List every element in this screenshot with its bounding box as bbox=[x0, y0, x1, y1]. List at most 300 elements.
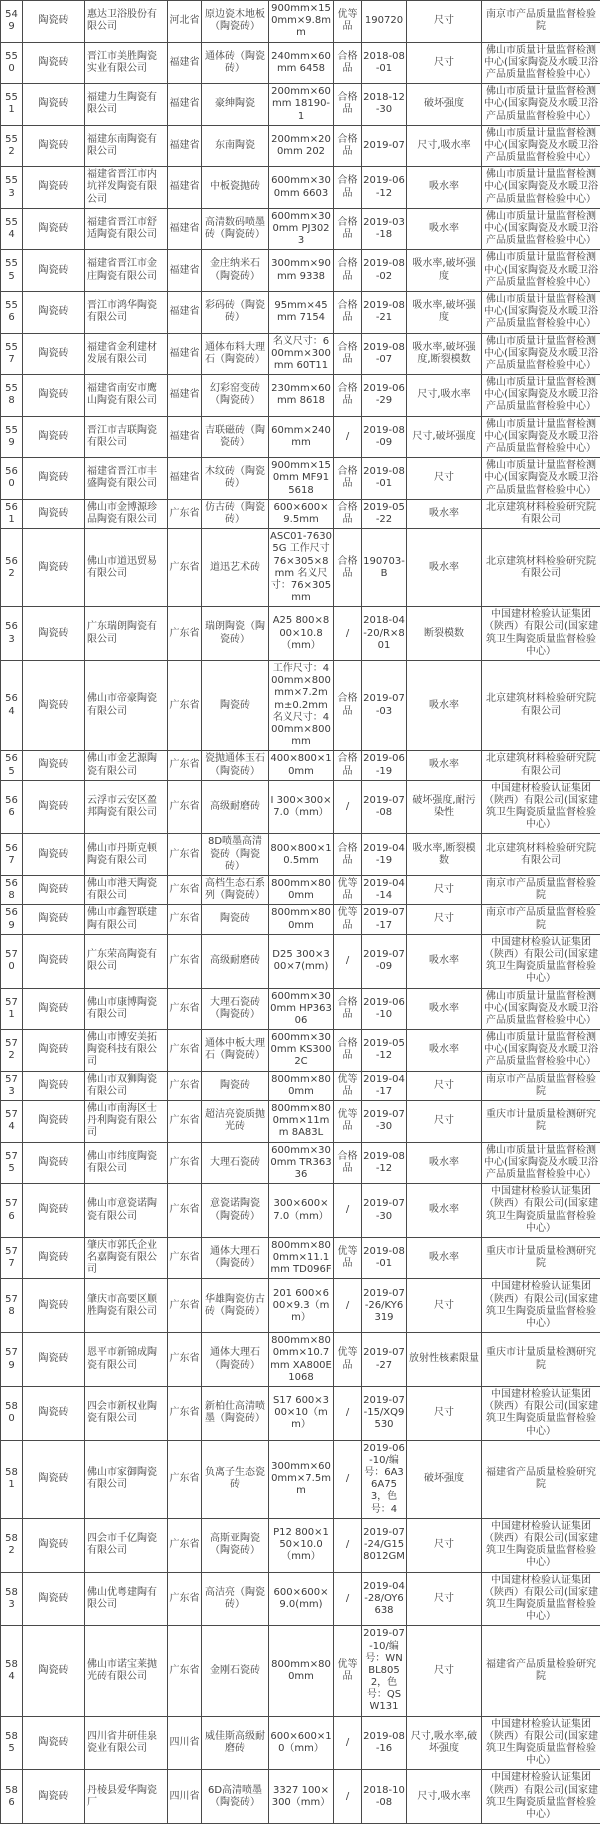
cell-company: 福建东南陶瓷有限公司 bbox=[85, 125, 168, 167]
cell-spec-model: 240mm×60mm 6458 bbox=[269, 42, 334, 84]
cell-test-items: 吸水率 bbox=[407, 1142, 482, 1184]
cell-product-name: 瓷抛通体玉石（陶瓷砖） bbox=[202, 751, 269, 780]
cell-date-batch: 2019-06-12 bbox=[362, 167, 407, 209]
cell-company: 佛山市港天陶瓷有限公司 bbox=[85, 876, 168, 905]
cell-grade: / bbox=[334, 1440, 362, 1518]
cell-index: 549 bbox=[1, 1, 23, 43]
cell-province: 广东省 bbox=[168, 905, 202, 934]
table-row bbox=[1, 499, 600, 528]
cell-product-name: 陶瓷砖 bbox=[202, 905, 269, 934]
cell-product-category: 陶瓷砖 bbox=[23, 1572, 85, 1626]
cell-date-batch: 2018-04-20/R×801 bbox=[362, 607, 407, 661]
cell-inspection-agency: 佛山市质量计量监督检测中心(国家陶瓷及水暖卫浴产品质量监督检验中心） bbox=[482, 84, 600, 126]
cell-company: 肇庆市郭氏企业名嘉陶瓷有限公司 bbox=[85, 1237, 168, 1279]
cell-index: 569 bbox=[1, 905, 23, 934]
cell-grade: / bbox=[334, 780, 362, 834]
cell-company: 云浮市云安区盈邦陶瓷有限公司 bbox=[85, 780, 168, 834]
cell-product-category: 陶瓷砖 bbox=[23, 1518, 85, 1572]
cell-grade: / bbox=[334, 1572, 362, 1626]
cell-inspection-agency: 佛山市质量计量监督检测中心(国家陶瓷及水暖卫浴产品质量监督检验中心） bbox=[482, 208, 600, 250]
table-row bbox=[1, 529, 600, 607]
cell-index: 586 bbox=[1, 1770, 23, 1824]
cell-company: 恩平市新锦成陶瓷有限公司 bbox=[85, 1333, 168, 1387]
cell-company: 佛山市丹斯克顿陶瓷有限公司 bbox=[85, 834, 168, 876]
cell-product-name: 陶瓷砖 bbox=[202, 1071, 269, 1100]
table-row bbox=[1, 905, 600, 934]
table-body bbox=[1, 1, 600, 1824]
cell-spec-model: 800mm×800mm bbox=[269, 905, 334, 934]
cell-index: 572 bbox=[1, 1030, 23, 1072]
cell-province: 福建省 bbox=[168, 208, 202, 250]
cell-company: 丹棱县爱华陶瓷厂 bbox=[85, 1770, 168, 1824]
cell-index: 553 bbox=[1, 167, 23, 209]
cell-inspection-agency: 北京建筑材料检验研究院有限公司 bbox=[482, 499, 600, 528]
cell-spec-model: 800mm×800mm×11mm 8A83L bbox=[269, 1101, 334, 1143]
cell-province: 广东省 bbox=[168, 988, 202, 1030]
cell-index: 576 bbox=[1, 1184, 23, 1238]
cell-grade: 合格品 bbox=[334, 458, 362, 500]
cell-province: 四川省 bbox=[168, 1716, 202, 1770]
cell-test-items: 破坏强度 bbox=[407, 1440, 482, 1518]
cell-product-name: 高级耐磨砖 bbox=[202, 780, 269, 834]
cell-product-name: 金庄纳米石（陶瓷砖） bbox=[202, 250, 269, 292]
cell-company: 佛山市家御陶瓷有限公司 bbox=[85, 1440, 168, 1518]
cell-test-items: 吸水率 bbox=[407, 167, 482, 209]
cell-inspection-agency: 佛山市质量计量监督检测中心(国家陶瓷及水暖卫浴产品质量监督检验中心） bbox=[482, 167, 600, 209]
cell-index: 584 bbox=[1, 1626, 23, 1716]
cell-date-batch: 2019-07-17 bbox=[362, 905, 407, 934]
cell-grade: 优等品 bbox=[334, 1, 362, 43]
cell-date-batch: 2019-04-17 bbox=[362, 1071, 407, 1100]
cell-province: 广东省 bbox=[168, 1440, 202, 1518]
cell-product-category: 陶瓷砖 bbox=[23, 834, 85, 876]
cell-inspection-agency: 中国建材检验认证集团（陕西）有限公司(国家建筑卫生陶瓷质量监督检验中心） bbox=[482, 1716, 600, 1770]
cell-product-name: 通体布料大理石（陶瓷砖） bbox=[202, 333, 269, 375]
cell-product-category: 陶瓷砖 bbox=[23, 905, 85, 934]
cell-product-category: 陶瓷砖 bbox=[23, 499, 85, 528]
cell-product-category: 陶瓷砖 bbox=[23, 333, 85, 375]
cell-product-name: 意瓷诺陶瓷（陶瓷砖） bbox=[202, 1184, 269, 1238]
cell-product-name: 8D喷墨高清瓷砖（陶瓷砖） bbox=[202, 834, 269, 876]
cell-test-items: 尺寸 bbox=[407, 876, 482, 905]
cell-province: 福建省 bbox=[168, 458, 202, 500]
cell-product-name: 中板瓷抛砖 bbox=[202, 167, 269, 209]
cell-date-batch: 2019-06-19 bbox=[362, 751, 407, 780]
cell-product-category: 陶瓷砖 bbox=[23, 988, 85, 1030]
cell-grade: / bbox=[334, 934, 362, 988]
table-row bbox=[1, 607, 600, 661]
cell-grade: / bbox=[334, 416, 362, 458]
cell-index: 557 bbox=[1, 333, 23, 375]
cell-product-category: 陶瓷砖 bbox=[23, 167, 85, 209]
cell-company: 福建省晋江市舒适陶瓷有限公司 bbox=[85, 208, 168, 250]
cell-company: 佛山市道迅贸易有限公司 bbox=[85, 529, 168, 607]
table-row bbox=[1, 661, 600, 751]
cell-product-category: 陶瓷砖 bbox=[23, 1184, 85, 1238]
cell-test-items: 吸水率 bbox=[407, 661, 482, 751]
cell-date-batch: 2019-08-21 bbox=[362, 291, 407, 333]
cell-inspection-agency: 福建省产品质量检验研究院 bbox=[482, 1440, 600, 1518]
cell-test-items: 吸水率,破坏强度 bbox=[407, 250, 482, 292]
cell-spec-model: 900mm×150mm MF915618 bbox=[269, 458, 334, 500]
cell-test-items: 尺寸 bbox=[407, 42, 482, 84]
cell-product-name: 高清数码喷墨砖（陶瓷砖） bbox=[202, 208, 269, 250]
cell-company: 佛山市双狮陶瓷有限公司 bbox=[85, 1071, 168, 1100]
cell-company: 佛山市博安美拓陶瓷科技有限公司 bbox=[85, 1030, 168, 1072]
cell-spec-model: 201 600×600×9.3（mm） bbox=[269, 1279, 334, 1333]
cell-grade: 优等品 bbox=[334, 1626, 362, 1716]
cell-spec-model: 600mm×300mm 6603 bbox=[269, 167, 334, 209]
cell-test-items: 尺寸 bbox=[407, 1386, 482, 1440]
cell-product-name: 道迅艺术砖 bbox=[202, 529, 269, 607]
cell-inspection-agency: 中国建材检验认证集团（陕西）有限公司(国家建筑卫生陶瓷质量监督检验中心） bbox=[482, 934, 600, 988]
cell-product-category: 陶瓷砖 bbox=[23, 125, 85, 167]
cell-inspection-agency: 北京建筑材料检验研究院有限公司 bbox=[482, 751, 600, 780]
cell-inspection-agency: 福建省产品质量检验研究院 bbox=[482, 1626, 600, 1716]
table-row bbox=[1, 1101, 600, 1143]
table-row bbox=[1, 1440, 600, 1518]
cell-index: 558 bbox=[1, 375, 23, 417]
cell-inspection-agency: 佛山市质量计量监督检测中心(国家陶瓷及水暖卫浴产品质量监督检验中心） bbox=[482, 1030, 600, 1072]
cell-product-name: 大理石瓷砖 bbox=[202, 1142, 269, 1184]
cell-product-name: 通体大理石（陶瓷砖） bbox=[202, 1237, 269, 1279]
cell-date-batch: 2019-08-01 bbox=[362, 1237, 407, 1279]
cell-product-name: 通体砖（陶瓷砖） bbox=[202, 42, 269, 84]
cell-province: 广东省 bbox=[168, 1071, 202, 1100]
cell-date-batch: 2019-06-29 bbox=[362, 375, 407, 417]
table-row bbox=[1, 416, 600, 458]
cell-province: 福建省 bbox=[168, 250, 202, 292]
cell-grade: 优等品 bbox=[334, 905, 362, 934]
table-row bbox=[1, 167, 600, 209]
cell-company: 惠达卫浴股份有限公司 bbox=[85, 1, 168, 43]
cell-index: 550 bbox=[1, 42, 23, 84]
cell-index: 551 bbox=[1, 84, 23, 126]
cell-province: 广东省 bbox=[168, 876, 202, 905]
cell-index: 571 bbox=[1, 988, 23, 1030]
cell-grade: 合格品 bbox=[334, 167, 362, 209]
cell-province: 广东省 bbox=[168, 529, 202, 607]
cell-company: 福建省晋江市丰盛陶瓷有限公司 bbox=[85, 458, 168, 500]
cell-index: 566 bbox=[1, 780, 23, 834]
cell-product-category: 陶瓷砖 bbox=[23, 751, 85, 780]
cell-product-name: 瑞朗陶瓷（陶瓷砖） bbox=[202, 607, 269, 661]
cell-date-batch: 2019-08-02 bbox=[362, 250, 407, 292]
cell-product-category: 陶瓷砖 bbox=[23, 1071, 85, 1100]
cell-index: 560 bbox=[1, 458, 23, 500]
cell-grade: 优等品 bbox=[334, 1333, 362, 1387]
table-row bbox=[1, 1237, 600, 1279]
cell-product-category: 陶瓷砖 bbox=[23, 208, 85, 250]
cell-product-category: 陶瓷砖 bbox=[23, 250, 85, 292]
cell-product-category: 陶瓷砖 bbox=[23, 876, 85, 905]
cell-grade: 合格品 bbox=[334, 1142, 362, 1184]
cell-province: 广东省 bbox=[168, 1572, 202, 1626]
cell-grade: / bbox=[334, 1386, 362, 1440]
cell-inspection-agency: 中国建材检验认证集团（陕西）有限公司(国家建筑卫生陶瓷质量监督检验中心） bbox=[482, 1184, 600, 1238]
cell-province: 福建省 bbox=[168, 42, 202, 84]
cell-grade: 合格品 bbox=[334, 1030, 362, 1072]
cell-date-batch: 2019-03-18 bbox=[362, 208, 407, 250]
cell-test-items: 尺寸 bbox=[407, 1071, 482, 1100]
cell-spec-model: 600mm×300mm HP36306 bbox=[269, 988, 334, 1030]
cell-spec-model: 95mm×45mm 7154 bbox=[269, 291, 334, 333]
cell-company: 佛山市金艺源陶瓷有限公司 bbox=[85, 751, 168, 780]
cell-product-category: 陶瓷砖 bbox=[23, 1770, 85, 1824]
cell-product-name: 超洁亮瓷质抛光砖 bbox=[202, 1101, 269, 1143]
cell-test-items: 放射性核素限量 bbox=[407, 1333, 482, 1387]
cell-grade: 合格品 bbox=[334, 208, 362, 250]
cell-test-items: 吸水率 bbox=[407, 499, 482, 528]
cell-grade: / bbox=[334, 1716, 362, 1770]
table-row bbox=[1, 208, 600, 250]
cell-grade: 合格品 bbox=[334, 42, 362, 84]
cell-date-batch: 2019-07 bbox=[362, 125, 407, 167]
cell-grade: 合格品 bbox=[334, 375, 362, 417]
table-row bbox=[1, 458, 600, 500]
cell-company: 肇庆市高要区顺胜陶瓷有限公司 bbox=[85, 1279, 168, 1333]
cell-spec-model: 400×800×10mm bbox=[269, 751, 334, 780]
cell-spec-model: 200mm×200mm 202 bbox=[269, 125, 334, 167]
cell-index: 578 bbox=[1, 1279, 23, 1333]
cell-product-name: 陶瓷砖 bbox=[202, 661, 269, 751]
cell-date-batch: 2019-07-10/编号：WNBL8052，色号：QSW131 bbox=[362, 1626, 407, 1716]
cell-inspection-agency: 中国建材检验认证集团（陕西）有限公司(国家建筑卫生陶瓷质量监督检验中心） bbox=[482, 607, 600, 661]
cell-province: 福建省 bbox=[168, 84, 202, 126]
cell-company: 佛山市意瓷诺陶瓷有限公司 bbox=[85, 1184, 168, 1238]
cell-product-name: 高级耐磨砖 bbox=[202, 934, 269, 988]
cell-inspection-agency: 中国建材检验认证集团（陕西）有限公司(国家建筑卫生陶瓷质量监督检验中心） bbox=[482, 1386, 600, 1440]
cell-index: 555 bbox=[1, 250, 23, 292]
cell-company: 佛山市南海区士丹利陶瓷有限公司 bbox=[85, 1101, 168, 1143]
cell-date-batch: 2019-08-16 bbox=[362, 1716, 407, 1770]
table-row bbox=[1, 1386, 600, 1440]
cell-company: 佛山市康博陶瓷有限公司 bbox=[85, 988, 168, 1030]
cell-date-batch: 2019-07-03 bbox=[362, 661, 407, 751]
cell-grade: 优等品 bbox=[334, 876, 362, 905]
cell-province: 广东省 bbox=[168, 499, 202, 528]
cell-company: 佛山市帝豪陶瓷有限公司 bbox=[85, 661, 168, 751]
cell-province: 福建省 bbox=[168, 416, 202, 458]
cell-spec-model: P12 800×150×10.0（mm） bbox=[269, 1518, 334, 1572]
cell-spec-model: 3327 100×300（mm） bbox=[269, 1770, 334, 1824]
cell-test-items: 吸水率 bbox=[407, 208, 482, 250]
cell-province: 广东省 bbox=[168, 780, 202, 834]
cell-province: 广东省 bbox=[168, 1030, 202, 1072]
cell-inspection-agency: 重庆市计量质量检测研究院 bbox=[482, 1237, 600, 1279]
cell-date-batch: 2019-07-27 bbox=[362, 1333, 407, 1387]
cell-company: 晋江市吉联陶瓷有限公司 bbox=[85, 416, 168, 458]
cell-date-batch: 2019-05-22 bbox=[362, 499, 407, 528]
cell-inspection-agency: 中国建材检验认证集团（陕西）有限公司(国家建筑卫生陶瓷质量监督检验中心） bbox=[482, 1518, 600, 1572]
table-row bbox=[1, 1572, 600, 1626]
cell-province: 广东省 bbox=[168, 834, 202, 876]
cell-spec-model: A25 800×800×10.8（mm） bbox=[269, 607, 334, 661]
cell-date-batch: 2018-12-30 bbox=[362, 84, 407, 126]
cell-test-items: 吸水率 bbox=[407, 1184, 482, 1238]
cell-spec-model: 900mm×150mm×9.8mm bbox=[269, 1, 334, 43]
cell-spec-model: 600mm×300mm PJ3023 bbox=[269, 208, 334, 250]
cell-date-batch: 2019-08-07 bbox=[362, 333, 407, 375]
cell-company: 四会市新权业陶瓷有限公司 bbox=[85, 1386, 168, 1440]
cell-inspection-agency: 佛山市质量计量监督检测中心(国家陶瓷及水暖卫浴产品质量监督检验中心） bbox=[482, 988, 600, 1030]
cell-test-items: 尺寸,吸水率 bbox=[407, 1770, 482, 1824]
cell-date-batch: 2019-04-19 bbox=[362, 834, 407, 876]
cell-test-items: 吸水率 bbox=[407, 1030, 482, 1072]
cell-grade: 合格品 bbox=[334, 661, 362, 751]
cell-test-items: 尺寸 bbox=[407, 1518, 482, 1572]
cell-index: 573 bbox=[1, 1071, 23, 1100]
table-row bbox=[1, 1071, 600, 1100]
cell-date-batch: 2019-08-09 bbox=[362, 416, 407, 458]
cell-province: 广东省 bbox=[168, 1101, 202, 1143]
cell-company: 福建省南安市鹰山陶瓷有限公司 bbox=[85, 375, 168, 417]
cell-company: 福建省晋江市内坑祥发陶瓷有限公司 bbox=[85, 167, 168, 209]
cell-company: 福建省晋江市金庄陶瓷有限公司 bbox=[85, 250, 168, 292]
cell-product-name: 威佳斯高级耐磨砖 bbox=[202, 1716, 269, 1770]
cell-company: 佛山市鑫智联建陶有限公司 bbox=[85, 905, 168, 934]
cell-company: 佛山市金博源珍品陶瓷有限公司 bbox=[85, 499, 168, 528]
cell-company: 佛山优粤建陶有限公司 bbox=[85, 1572, 168, 1626]
cell-test-items: 吸水率 bbox=[407, 1237, 482, 1279]
cell-product-category: 陶瓷砖 bbox=[23, 1142, 85, 1184]
cell-company: 福建力生陶瓷有限公司 bbox=[85, 84, 168, 126]
table-row bbox=[1, 780, 600, 834]
cell-inspection-agency: 南京市产品质量监督检验院 bbox=[482, 1, 600, 43]
table-row bbox=[1, 125, 600, 167]
cell-test-items: 尺寸,破坏强度 bbox=[407, 416, 482, 458]
cell-test-items: 尺寸 bbox=[407, 1101, 482, 1143]
cell-index: 556 bbox=[1, 291, 23, 333]
cell-test-items: 吸水率,破坏强度 bbox=[407, 291, 482, 333]
cell-product-name: 大理石瓷砖（陶瓷砖） bbox=[202, 988, 269, 1030]
cell-grade: 合格品 bbox=[334, 250, 362, 292]
cell-date-batch: 2019-07-09 bbox=[362, 934, 407, 988]
cell-inspection-agency: 中国建材检验认证集团（陕西）有限公司(国家建筑卫生陶瓷质量监督检验中心） bbox=[482, 1279, 600, 1333]
cell-product-category: 陶瓷砖 bbox=[23, 1279, 85, 1333]
cell-spec-model: I 300×300×7.0（mm） bbox=[269, 780, 334, 834]
cell-test-items: 尺寸 bbox=[407, 1572, 482, 1626]
cell-grade: 合格品 bbox=[334, 291, 362, 333]
cell-index: 564 bbox=[1, 661, 23, 751]
table-row bbox=[1, 1626, 600, 1716]
cell-spec-model: 600×600×9.5mm bbox=[269, 499, 334, 528]
cell-date-batch: 2019-07-15/XQ9530 bbox=[362, 1386, 407, 1440]
cell-product-category: 陶瓷砖 bbox=[23, 1333, 85, 1387]
cell-product-name: 豪绅陶瓷 bbox=[202, 84, 269, 126]
cell-spec-model: 200mm×60mm 18190-1 bbox=[269, 84, 334, 126]
cell-inspection-agency: 佛山市质量计量监督检测中心(国家陶瓷及水暖卫浴产品质量监督检验中心） bbox=[482, 375, 600, 417]
cell-date-batch: 2019-08-12 bbox=[362, 1142, 407, 1184]
cell-product-name: 仿古砖（陶瓷砖） bbox=[202, 499, 269, 528]
cell-inspection-agency: 中国建材检验认证集团（陕西）有限公司(国家建筑卫生陶瓷质量监督检验中心） bbox=[482, 1572, 600, 1626]
table-row bbox=[1, 1184, 600, 1238]
cell-product-name: 幻彩窑变砖（陶瓷砖） bbox=[202, 375, 269, 417]
cell-product-name: 6D高清喷墨（陶瓷砖） bbox=[202, 1770, 269, 1824]
cell-product-name: 金刚石瓷砖 bbox=[202, 1626, 269, 1716]
cell-product-category: 陶瓷砖 bbox=[23, 1716, 85, 1770]
cell-spec-model: 60mm×240mm bbox=[269, 416, 334, 458]
cell-province: 福建省 bbox=[168, 125, 202, 167]
cell-test-items: 破坏强度 bbox=[407, 84, 482, 126]
cell-spec-model: 600×600×10（mm） bbox=[269, 1716, 334, 1770]
table-row bbox=[1, 1030, 600, 1072]
cell-grade: / bbox=[334, 1770, 362, 1824]
cell-province: 福建省 bbox=[168, 291, 202, 333]
cell-product-category: 陶瓷砖 bbox=[23, 1030, 85, 1072]
cell-province: 福建省 bbox=[168, 375, 202, 417]
cell-test-items: 尺寸 bbox=[407, 1626, 482, 1716]
cell-date-batch: 2019-07-24/G158012GM bbox=[362, 1518, 407, 1572]
cell-spec-model: 800mm×800mm×10.7mm XA800E1068 bbox=[269, 1333, 334, 1387]
table-row bbox=[1, 876, 600, 905]
cell-test-items: 破坏强度,耐污染性 bbox=[407, 780, 482, 834]
cell-product-category: 陶瓷砖 bbox=[23, 458, 85, 500]
cell-grade: 优等品 bbox=[334, 1071, 362, 1100]
cell-date-batch: 2019-04-28/OY6638 bbox=[362, 1572, 407, 1626]
cell-inspection-agency: 南京市产品质量监督检验院 bbox=[482, 1071, 600, 1100]
cell-company: 四川省井研佳泉瓷业有限公司 bbox=[85, 1716, 168, 1770]
cell-inspection-agency: 北京建筑材料检验研究院有限公司 bbox=[482, 661, 600, 751]
cell-grade: / bbox=[334, 607, 362, 661]
cell-index: 565 bbox=[1, 751, 23, 780]
cell-test-items: 吸水率 bbox=[407, 988, 482, 1030]
table-row bbox=[1, 1716, 600, 1770]
cell-index: 582 bbox=[1, 1518, 23, 1572]
table-row bbox=[1, 1333, 600, 1387]
cell-product-category: 陶瓷砖 bbox=[23, 529, 85, 607]
cell-grade: 优等品 bbox=[334, 1101, 362, 1143]
cell-grade: 优等品 bbox=[334, 1237, 362, 1279]
cell-product-category: 陶瓷砖 bbox=[23, 1626, 85, 1716]
cell-index: 574 bbox=[1, 1101, 23, 1143]
cell-test-items: 尺寸 bbox=[407, 905, 482, 934]
cell-grade: / bbox=[334, 1518, 362, 1572]
cell-inspection-agency: 佛山市质量计量监督检测中心(国家陶瓷及水暖卫浴产品质量监督检验中心） bbox=[482, 458, 600, 500]
cell-company: 晋江市美胜陶瓷实业有限公司 bbox=[85, 42, 168, 84]
cell-test-items: 尺寸 bbox=[407, 1, 482, 43]
table-row bbox=[1, 1142, 600, 1184]
cell-grade: 合格品 bbox=[334, 499, 362, 528]
cell-inspection-agency: 南京市产品质量监督检验院 bbox=[482, 905, 600, 934]
cell-province: 广东省 bbox=[168, 607, 202, 661]
cell-index: 567 bbox=[1, 834, 23, 876]
cell-inspection-agency: 中国建材检验认证集团（陕西）有限公司(国家建筑卫生陶瓷质量监督检验中心） bbox=[482, 1770, 600, 1824]
cell-product-category: 陶瓷砖 bbox=[23, 1440, 85, 1518]
cell-test-items: 尺寸,吸水率,破坏强度 bbox=[407, 1716, 482, 1770]
cell-test-items: 尺寸,吸水率 bbox=[407, 375, 482, 417]
cell-inspection-agency: 中国建材检验认证集团（陕西）有限公司(国家建筑卫生陶瓷质量监督检验中心） bbox=[482, 780, 600, 834]
cell-spec-model: 800mm×800mm bbox=[269, 1071, 334, 1100]
cell-product-name: 吉联磁砖（陶瓷砖） bbox=[202, 416, 269, 458]
cell-spec-model: 300mm×600mm×7.5mm bbox=[269, 1440, 334, 1518]
cell-spec-model: 名义尺寸：600mm×300mm 60T11 bbox=[269, 333, 334, 375]
cell-date-batch: 2019-06-10 bbox=[362, 988, 407, 1030]
cell-inspection-agency: 佛山市质量计量监督检测中心(国家陶瓷及水暖卫浴产品质量监督检验中心） bbox=[482, 1142, 600, 1184]
cell-index: 583 bbox=[1, 1572, 23, 1626]
table-row bbox=[1, 1279, 600, 1333]
cell-product-name: 木纹砖（陶瓷砖） bbox=[202, 458, 269, 500]
cell-spec-model: 800mm×800mm bbox=[269, 876, 334, 905]
cell-inspection-agency: 佛山市质量计量监督检测中心(国家陶瓷及水暖卫浴产品质量监督检验中心） bbox=[482, 333, 600, 375]
cell-test-items: 断裂模数 bbox=[407, 607, 482, 661]
cell-index: 562 bbox=[1, 529, 23, 607]
cell-index: 585 bbox=[1, 1716, 23, 1770]
cell-province: 福建省 bbox=[168, 167, 202, 209]
cell-product-category: 陶瓷砖 bbox=[23, 84, 85, 126]
cell-product-name: 新柏仕高清喷墨（陶瓷砖） bbox=[202, 1386, 269, 1440]
cell-grade: 合格品 bbox=[334, 751, 362, 780]
